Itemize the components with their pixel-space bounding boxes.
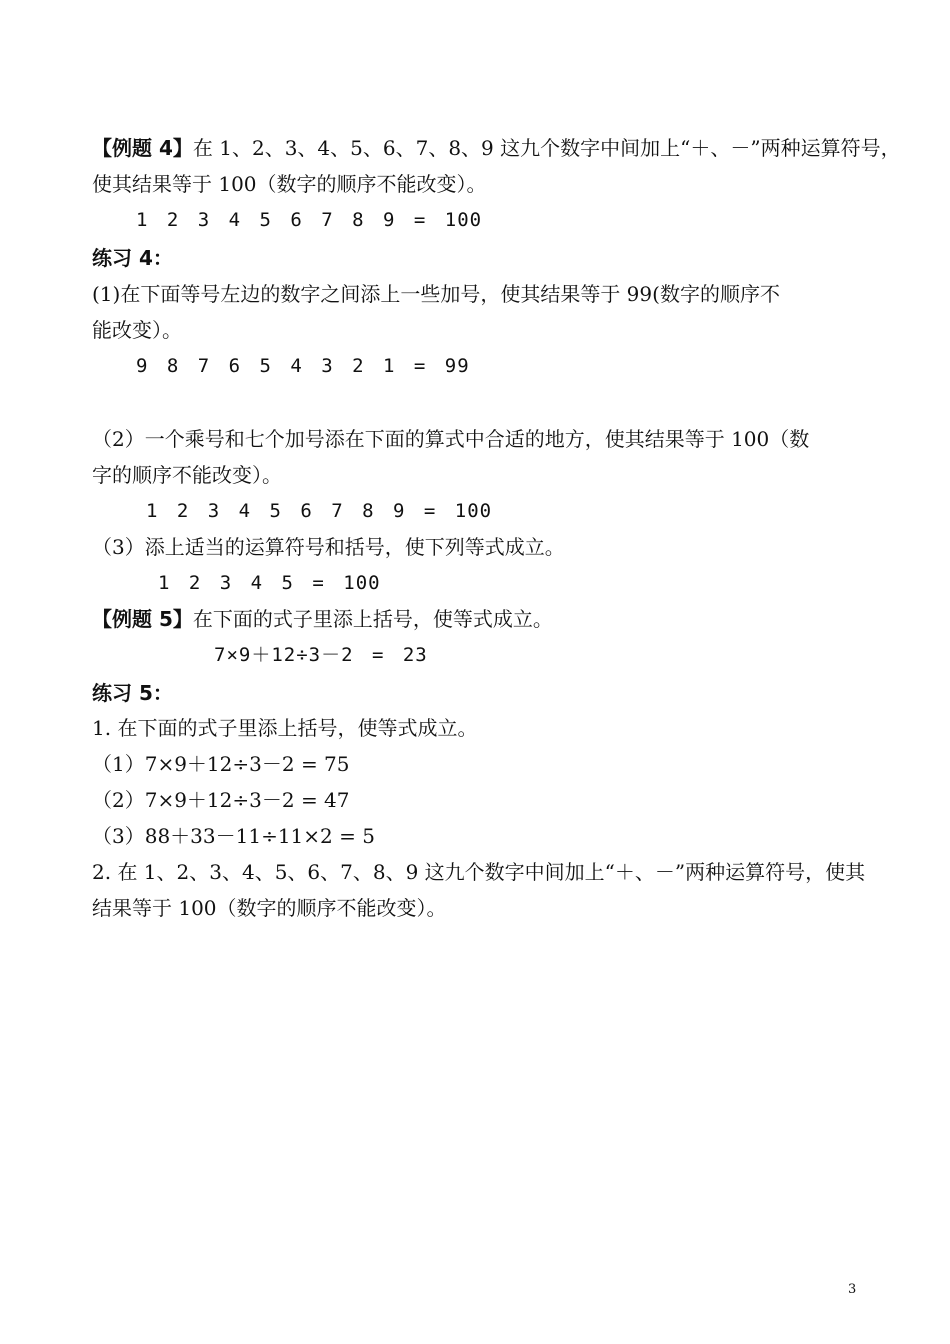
example5-equation: 7×9＋12÷3－2 = 23 bbox=[214, 644, 428, 666]
practice4-q3-line1: （3）添上适当的运算符号和括号，使下列等式成立。 bbox=[92, 535, 565, 559]
practice4-q1-line1: (1)在下面等号左边的数字之间添上一些加号，使其结果等于 99(数字的顺序不 bbox=[92, 282, 780, 306]
practice4-heading: 练习 4： bbox=[92, 246, 173, 270]
practice5-sub1: （1）7×9＋12÷3－2 = 75 bbox=[92, 752, 350, 776]
page-number: 3 bbox=[848, 1282, 857, 1297]
example5-text: 在下面的式子里添上括号，使等式成立。 bbox=[192, 607, 553, 631]
practice5-item2-line2: 结果等于 100（数字的顺序不能改变）。 bbox=[92, 896, 447, 920]
example4-equation: 1 2 3 4 5 6 7 8 9 = 100 bbox=[136, 209, 483, 231]
practice4-q2-line2: 字的顺序不能改变）。 bbox=[92, 463, 282, 487]
example5-label: 【例题 5】 bbox=[92, 607, 193, 631]
example4-label: 【例题 4】 bbox=[92, 136, 193, 160]
practice5-sub3: （3）88＋33－11÷11×2 = 5 bbox=[92, 824, 375, 848]
practice4-q1-line2: 能改变）。 bbox=[92, 318, 182, 342]
example5-line bbox=[92, 601, 870, 637]
example4-line1 bbox=[92, 130, 901, 166]
practice5-item2-line1: 2. 在 1、2、3、4、5、6、7、8、9 这九个数字中间加上“＋、－”两种运算符号，使其 bbox=[92, 860, 866, 884]
practice4-q2-equation: 1 2 3 4 5 6 7 8 9 = 100 bbox=[146, 500, 493, 522]
practice4-q1-equation: 9 8 7 6 5 4 3 2 1 = 99 bbox=[136, 355, 470, 377]
practice5-sub2: （2）7×9＋12÷3－2 = 47 bbox=[92, 788, 350, 812]
practice5-heading: 练习 5： bbox=[92, 681, 173, 705]
practice4-q3-equation: 1 2 3 4 5 = 100 bbox=[158, 572, 381, 594]
practice5-item1: 1. 在下面的式子里添上括号，使等式成立。 bbox=[92, 716, 478, 740]
practice4-q2-line1: （2）一个乘号和七个加号添在下面的算式中合适的地方，使其结果等于 100（数 bbox=[92, 427, 810, 451]
example4-text-line2: 使其结果等于 100（数字的顺序不能改变）。 bbox=[92, 172, 487, 196]
example4-text-line1: 在 1、2、3、4、5、6、7、8、9 这九个数字中间加上“＋、－”两种运算符号， bbox=[192, 136, 901, 160]
